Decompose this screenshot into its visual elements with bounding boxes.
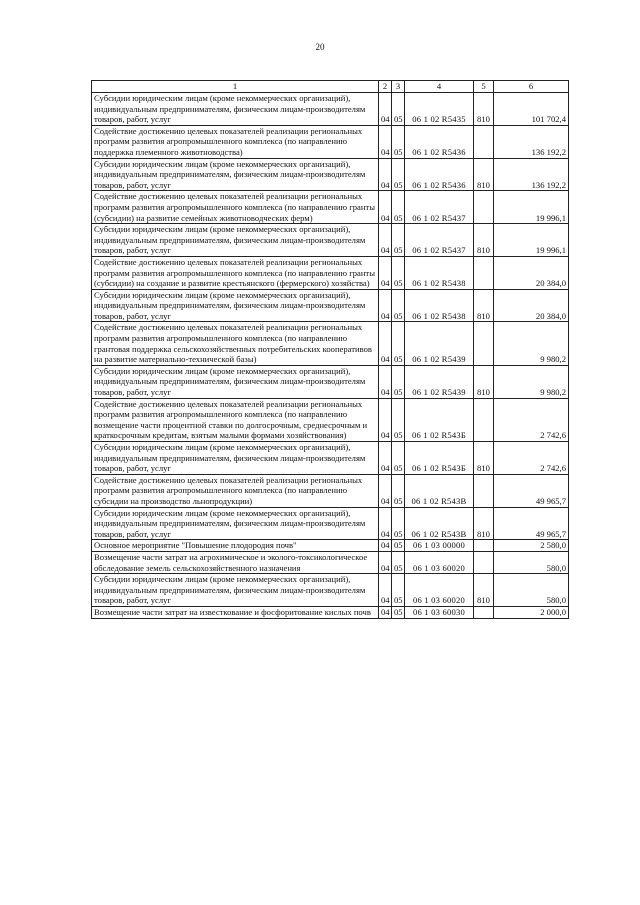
cell-amount: 2 742,6 <box>494 398 569 441</box>
header-col-name: 1 <box>92 81 379 93</box>
cell-section: 04 <box>379 191 392 224</box>
cell-name: Содействие достижению целевых показателей реализации региональных программ развития агропромышленного комплекса (по направлению гранты (субсидии) на развитие семейных животноводческих ферм) <box>92 191 379 224</box>
cell-target-article: 06 1 03 60030 <box>405 606 474 618</box>
table-row <box>92 551 569 573</box>
cell-subsection: 05 <box>392 256 405 289</box>
cell-amount: 136 192,2 <box>494 125 569 158</box>
cell-amount: 9 980,2 <box>494 322 569 365</box>
cell-amount: 19 996,1 <box>494 224 569 257</box>
header-col-csr: 4 <box>405 81 474 93</box>
cell-name: Субсидии юридическим лицам (кроме некоммерческих организаций), индивидуальным предпринимателям, физическим лицам-производителям товаров, работ, услуг <box>92 93 379 126</box>
cell-target-article: 06 1 02 R5437 <box>405 224 474 257</box>
table-row <box>92 442 569 475</box>
cell-target-article: 06 1 02 R5439 <box>405 365 474 398</box>
cell-section: 04 <box>379 93 392 126</box>
cell-expense-type: 810 <box>474 93 494 126</box>
cell-section: 04 <box>379 224 392 257</box>
cell-subsection: 05 <box>392 574 405 607</box>
cell-subsection: 05 <box>392 398 405 441</box>
cell-subsection: 05 <box>392 224 405 257</box>
table-row <box>92 474 569 507</box>
header-col-rz: 2 <box>379 81 392 93</box>
cell-name: Возмещение части затрат на агрохимическое и эколого-токсикологическое обследование земель сельскохозяйственного назначения <box>92 551 379 573</box>
cell-name: Субсидии юридическим лицам (кроме некоммерческих организаций), индивидуальным предпринимателям, физическим лицам-производителям товаров, работ, услуг <box>92 574 379 607</box>
cell-expense-type: 810 <box>474 507 494 540</box>
cell-section: 04 <box>379 606 392 618</box>
cell-name: Возмещение части затрат на известкование и фосфоритование кислых почв <box>92 606 379 618</box>
cell-expense-type <box>474 398 494 441</box>
table-row <box>92 606 569 618</box>
cell-name: Содействие достижению целевых показателей реализации региональных программ развития агропромышленного комплекса (по направлению гранты (субсидии) на создание и развитие крестьянского (фермерского) хозяйства) <box>92 256 379 289</box>
table-row <box>92 398 569 441</box>
cell-amount: 2 742,6 <box>494 442 569 475</box>
table-row <box>92 224 569 257</box>
cell-amount: 20 384,0 <box>494 289 569 322</box>
cell-subsection: 05 <box>392 191 405 224</box>
cell-target-article: 06 1 03 60020 <box>405 551 474 573</box>
cell-expense-type <box>474 474 494 507</box>
cell-subsection: 05 <box>392 322 405 365</box>
cell-target-article: 06 1 02 R5439 <box>405 322 474 365</box>
cell-subsection: 05 <box>392 289 405 322</box>
cell-target-article: 06 1 02 R543Б <box>405 442 474 475</box>
cell-expense-type <box>474 322 494 365</box>
cell-name: Содействие достижению целевых показателей реализации региональных программ развития агропромышленного комплекса (по направлению грантовая поддержка сельскохозяйственных потребительских кооперативов на развитие материально-технической базы) <box>92 322 379 365</box>
cell-subsection: 05 <box>392 125 405 158</box>
cell-amount: 2 000,0 <box>494 606 569 618</box>
cell-section: 04 <box>379 540 392 552</box>
cell-target-article: 06 1 02 R5435 <box>405 93 474 126</box>
cell-expense-type <box>474 551 494 573</box>
cell-section: 04 <box>379 442 392 475</box>
cell-section: 04 <box>379 507 392 540</box>
cell-target-article: 06 1 02 R543В <box>405 507 474 540</box>
table-row <box>92 93 569 126</box>
cell-target-article: 06 1 02 R5436 <box>405 125 474 158</box>
cell-amount: 19 996,1 <box>494 191 569 224</box>
table-header-row <box>92 81 569 93</box>
cell-subsection: 05 <box>392 93 405 126</box>
cell-amount: 20 384,0 <box>494 256 569 289</box>
cell-subsection: 05 <box>392 474 405 507</box>
cell-amount: 136 192,2 <box>494 158 569 191</box>
cell-target-article: 06 1 02 R543Б <box>405 398 474 441</box>
cell-section: 04 <box>379 158 392 191</box>
cell-amount: 49 965,7 <box>494 474 569 507</box>
cell-section: 04 <box>379 398 392 441</box>
header-col-vr: 5 <box>474 81 494 93</box>
cell-subsection: 05 <box>392 442 405 475</box>
cell-subsection: 05 <box>392 551 405 573</box>
cell-expense-type: 810 <box>474 158 494 191</box>
cell-section: 04 <box>379 574 392 607</box>
cell-target-article: 06 1 02 R5438 <box>405 256 474 289</box>
cell-name: Содействие достижению целевых показателей реализации региональных программ развития агропромышленного комплекса (по направлению субсидии на производство льнопродукции) <box>92 474 379 507</box>
cell-expense-type: 810 <box>474 365 494 398</box>
cell-name: Субсидии юридическим лицам (кроме некоммерческих организаций), индивидуальным предпринимателям, физическим лицам-производителям товаров, работ, услуг <box>92 507 379 540</box>
cell-target-article: 06 1 02 R5437 <box>405 191 474 224</box>
table-row <box>92 191 569 224</box>
table-row <box>92 574 569 607</box>
budget-table <box>91 80 569 619</box>
cell-amount: 580,0 <box>494 551 569 573</box>
table-row <box>92 289 569 322</box>
cell-section: 04 <box>379 256 392 289</box>
header-col-sum: 6 <box>494 81 569 93</box>
cell-name: Субсидии юридическим лицам (кроме некоммерческих организаций), индивидуальным предпринимателям, физическим лицам-производителям товаров, работ, услуг <box>92 442 379 475</box>
cell-subsection: 05 <box>392 606 405 618</box>
cell-amount: 101 702,4 <box>494 93 569 126</box>
cell-expense-type <box>474 606 494 618</box>
cell-expense-type: 810 <box>474 442 494 475</box>
cell-name: Субсидии юридическим лицам (кроме некоммерческих организаций), индивидуальным предпринимателям, физическим лицам-производителям товаров, работ, услуг <box>92 224 379 257</box>
cell-expense-type: 810 <box>474 224 494 257</box>
cell-name: Субсидии юридическим лицам (кроме некоммерческих организаций), индивидуальным предпринимателям, физическим лицам-производителям товаров, работ, услуг <box>92 158 379 191</box>
cell-subsection: 05 <box>392 540 405 552</box>
table-row <box>92 540 569 552</box>
cell-subsection: 05 <box>392 507 405 540</box>
cell-amount: 580,0 <box>494 574 569 607</box>
table-row <box>92 256 569 289</box>
cell-target-article: 06 1 02 R5438 <box>405 289 474 322</box>
cell-target-article: 06 1 03 60020 <box>405 574 474 607</box>
cell-section: 04 <box>379 474 392 507</box>
cell-section: 04 <box>379 322 392 365</box>
cell-section: 04 <box>379 365 392 398</box>
cell-expense-type: 810 <box>474 574 494 607</box>
cell-amount: 9 980,2 <box>494 365 569 398</box>
cell-expense-type <box>474 540 494 552</box>
cell-target-article: 06 1 03 00000 <box>405 540 474 552</box>
cell-section: 04 <box>379 125 392 158</box>
table-row <box>92 365 569 398</box>
cell-name: Субсидии юридическим лицам (кроме некоммерческих организаций), индивидуальным предпринимателям, физическим лицам-производителям товаров, работ, услуг <box>92 289 379 322</box>
cell-target-article: 06 1 02 R5436 <box>405 158 474 191</box>
cell-subsection: 05 <box>392 365 405 398</box>
cell-section: 04 <box>379 551 392 573</box>
header-col-pr: 3 <box>392 81 405 93</box>
cell-expense-type <box>474 191 494 224</box>
cell-subsection: 05 <box>392 158 405 191</box>
cell-section: 04 <box>379 289 392 322</box>
cell-expense-type <box>474 125 494 158</box>
cell-name: Содействие достижению целевых показателей реализации региональных программ развития агропромышленного комплекса (по направлению поддержка племенного животноводства) <box>92 125 379 158</box>
cell-name: Содействие достижению целевых показателей реализации региональных программ развития агропромышленного комплекса (по направлению возмещение части процентной ставки по долгосрочным, среднесрочным и краткосрочным кредитам, взятым малыми формами хозяйствования) <box>92 398 379 441</box>
table-row <box>92 158 569 191</box>
page-number: 20 <box>315 42 325 52</box>
cell-name: Субсидии юридическим лицам (кроме некоммерческих организаций), индивидуальным предпринимателям, физическим лицам-производителям товаров, работ, услуг <box>92 365 379 398</box>
cell-expense-type <box>474 256 494 289</box>
cell-amount: 2 580,0 <box>494 540 569 552</box>
table-row <box>92 507 569 540</box>
cell-amount: 49 965,7 <box>494 507 569 540</box>
table-row <box>92 322 569 365</box>
cell-expense-type: 810 <box>474 289 494 322</box>
cell-target-article: 06 1 02 R543В <box>405 474 474 507</box>
table-row <box>92 125 569 158</box>
cell-name: Основное мероприятие "Повышение плодородия почв" <box>92 540 379 552</box>
